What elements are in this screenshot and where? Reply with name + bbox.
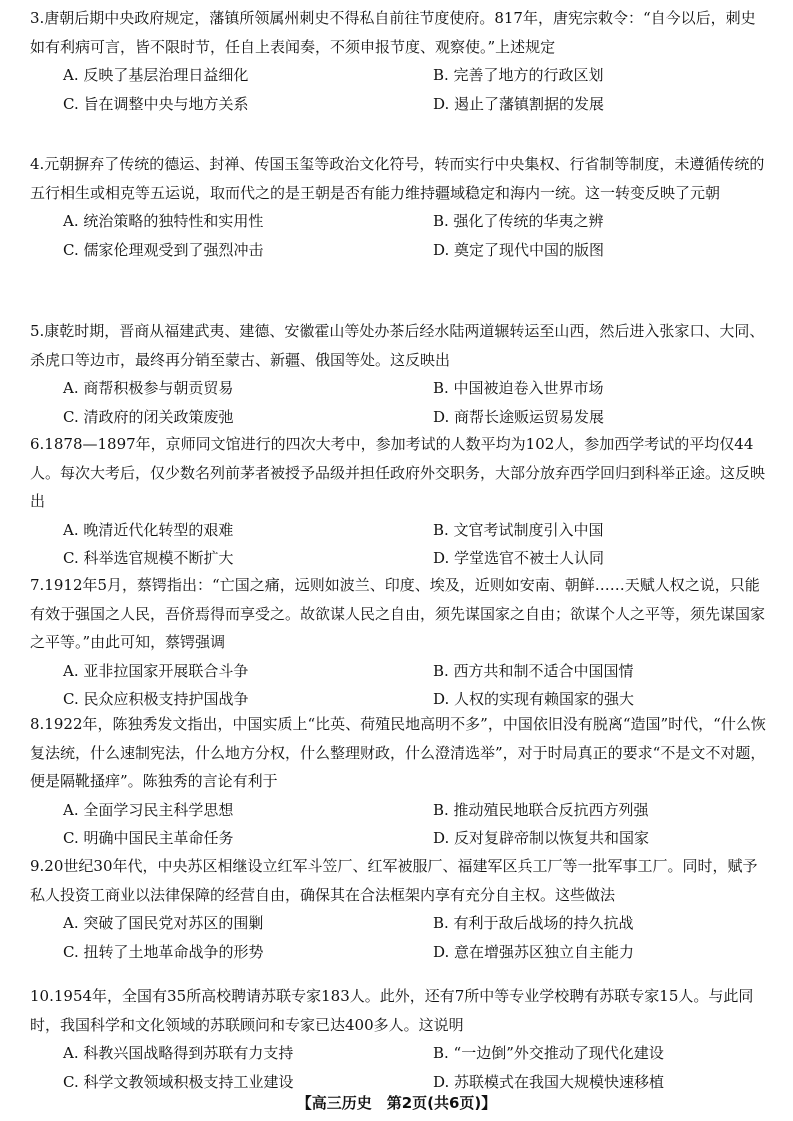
question-stem: 10.1954年，全国有35所高校聘请苏联专家183人。此外，还有7所中等专业学校聘有苏联专家15人。与此同时，我国科学和文化领域的苏联顾问和专家已达400多人。这说明: [30, 987, 754, 1034]
page-footer: 【高三历史 第2页(共6页)】: [296, 1094, 497, 1112]
question-5: [30, 317, 770, 431]
option-d[interactable]: D. 遏止了藩镇割据的发展: [433, 94, 605, 113]
options: [30, 657, 770, 714]
option-d[interactable]: D. 苏联模式在我国大规模快速移植: [433, 1072, 665, 1091]
option-b[interactable]: B. 有利于敌后战场的持久抗战: [433, 914, 634, 932]
option-c[interactable]: C. 旨在调整中央与地方关系: [63, 94, 249, 113]
option-a[interactable]: A. 晚清近代化转型的艰难: [63, 520, 234, 539]
option-b[interactable]: B. 完善了地方的行政区划: [433, 66, 604, 84]
option-d[interactable]: D. 奠定了现代中国的版图: [433, 240, 605, 259]
option-c[interactable]: C. 扭转了土地革命战争的形势: [63, 942, 264, 961]
question-9: [30, 852, 770, 966]
question-stem: 5.康乾时期，晋商从福建武夷、建德、安徽霍山等处办茶后经水陆两道辗转运至山西，然后进入张家口、大同、杀虎口等边市，最终再分销至蒙古、新疆、俄国等处。这反映出: [30, 322, 765, 369]
option-b[interactable]: B. 文官考试制度引入中国: [433, 520, 604, 539]
option-b[interactable]: B. 中国被迫卷入世界市场: [433, 379, 604, 397]
option-a[interactable]: A. 商帮积极参与朝贡贸易: [63, 379, 234, 397]
option-c[interactable]: C. 儒家伦理观受到了强烈冲击: [63, 240, 264, 259]
question-6: [30, 430, 770, 573]
option-c[interactable]: C. 清政府的闭关政策废弛: [63, 407, 234, 426]
option-a[interactable]: A. 反映了基层治理日益细化: [63, 66, 249, 84]
options: [30, 909, 770, 966]
question-8: [30, 710, 770, 853]
question-stem: 7.1912年5月，蔡锷指出：“亡国之痛，远则如波兰、印度、埃及，近则如安南、朝鲜……天赋人权之说，只能有效于强国之人民，吾侪焉得而享受之。故欲谋人民之自由，须先谋国家之自由；欲谋个人之平等，须先谋国家之平等。”由此可知，蔡锷强调: [30, 576, 766, 651]
question-4: [30, 150, 770, 264]
question-stem: 6.1878—1897年，京师同文馆进行的四次大考中，参加考试的人数平均为102人，参加西学考试的平均仅44人。每次大考后，仅少数名列前茅者被授予品级并担任政府外交职务，大部分放弃西学回归到科举正途。这反映出: [30, 435, 766, 510]
option-c[interactable]: C. 明确中国民主革命任务: [63, 829, 234, 847]
options: [30, 516, 770, 573]
option-a[interactable]: A. 亚非拉国家开展联合斗争: [63, 661, 249, 680]
option-b[interactable]: B. 西方共和制不适合中国国情: [433, 661, 634, 680]
options: [30, 796, 770, 853]
question-stem: 9.20世纪30年代，中央苏区相继设立红军斗笠厂、红军被服厂、福建军区兵工厂等一批军事工厂。同时，赋予私人投资工商业以法律保障的经营自由，确保其在合法框架内享有充分自主权。这些做法: [30, 857, 758, 904]
option-c[interactable]: C. 科举选官规模不断扩大: [63, 549, 234, 567]
question-stem: 3.唐朝后期中央政府规定，藩镇所领属州刺史不得私自前往节度使府。817年，唐宪宗敕令：“自今以后，刺史如有利病可言，皆不限时节，任自上表闻奏，不须申报节度、观察使。”上述规定: [30, 9, 756, 56]
option-a[interactable]: A. 全面学习民主科学思想: [63, 800, 234, 819]
question-3: [30, 4, 770, 118]
options: [30, 1039, 770, 1096]
question-7: [30, 571, 770, 714]
options: [30, 374, 770, 431]
options: [30, 207, 770, 264]
question-stem: 8.1922年，陈独秀发文指出，中国实质上“比英、荷殖民地高明不多”，中国依旧没有脱离“造国”时代，“什么恢复法统，什么速制宪法，什么地方分权，什么整理财政，什么澄清选举”，对于时局真正的要求“不是文不对题，便是隔靴搔痒”。陈独秀的言论有利于: [30, 715, 766, 790]
option-d[interactable]: D. 学堂选官不被士人认同: [433, 549, 605, 567]
option-c[interactable]: C. 科学文教领域积极支持工业建设: [63, 1072, 294, 1091]
option-a[interactable]: A. 突破了国民党对苏区的围剿: [63, 914, 264, 932]
option-d[interactable]: D. 人权的实现有赖国家的强大: [433, 690, 635, 708]
question-stem: 4.元朝摒弃了传统的德运、封禅、传国玉玺等政治文化符号，转而实行中央集权、行省制等制度，未遵循传统的五行相生或相克等五运说，取而代之的是王朝是否有能力维持疆域稳定和海内一统。这一转变反映了元朝: [30, 155, 765, 202]
option-d[interactable]: D. 反对复辟帝制以恢复共和国家: [433, 829, 650, 847]
option-d[interactable]: D. 意在增强苏区独立自主能力: [433, 942, 635, 961]
option-a[interactable]: A. 统治策略的独特性和实用性: [63, 212, 264, 230]
option-c[interactable]: C. 民众应积极支持护国战争: [63, 690, 249, 708]
question-10: [30, 982, 770, 1096]
option-b[interactable]: B. “一边倒”外交推动了现代化建设: [433, 1044, 664, 1062]
option-b[interactable]: B. 强化了传统的华夷之辨: [433, 212, 604, 230]
options: [30, 61, 770, 118]
option-b[interactable]: B. 推动殖民地联合反抗西方列强: [433, 800, 649, 819]
option-d[interactable]: D. 商帮长途贩运贸易发展: [433, 407, 605, 426]
option-a[interactable]: A. 科教兴国战略得到苏联有力支持: [63, 1044, 294, 1062]
